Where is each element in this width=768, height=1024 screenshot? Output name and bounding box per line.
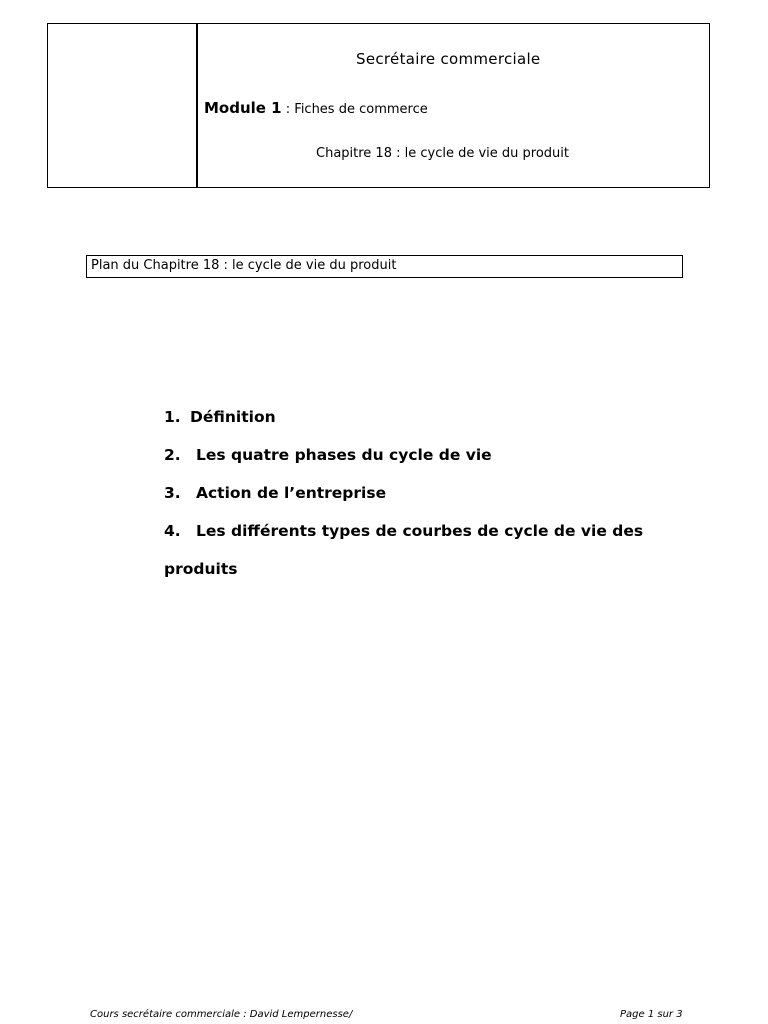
module-separator: : xyxy=(281,102,295,117)
footer-course-credit: Cours secrétaire commerciale : David Lempernesse/ xyxy=(90,1009,353,1020)
chapter-outline xyxy=(164,402,704,592)
module-name: Fiches de commerce xyxy=(294,102,428,117)
outline-number: 3. xyxy=(164,484,181,502)
document-header xyxy=(47,23,710,188)
outline-text: Les quatre phases du cycle de vie xyxy=(196,446,492,464)
outline-number: 2. xyxy=(164,446,181,464)
plan-title: Plan du Chapitre 18 : le cycle de vie du produit xyxy=(86,255,683,278)
header-logo-cell xyxy=(48,24,198,187)
outline-number: 4. xyxy=(164,522,181,540)
outline-text: produits xyxy=(164,560,238,578)
outline-item xyxy=(164,516,704,554)
module-label: Module 1 xyxy=(204,99,282,117)
module-line xyxy=(204,99,428,117)
outline-item xyxy=(164,402,704,440)
outline-text: Action de l’entreprise xyxy=(196,484,387,502)
outline-text: Définition xyxy=(190,408,276,426)
outline-number: 1. xyxy=(164,408,181,426)
outline-item-continuation xyxy=(164,554,704,592)
outline-item xyxy=(164,440,704,478)
footer-page-number: Page 1 sur 3 xyxy=(620,1009,683,1020)
outline-item xyxy=(164,478,704,516)
course-title: Secrétaire commerciale xyxy=(356,50,541,68)
chapter-title: Chapitre 18 : le cycle de vie du produit xyxy=(316,146,569,161)
outline-text: Les différents types de courbes de cycle de vie des xyxy=(196,522,644,540)
